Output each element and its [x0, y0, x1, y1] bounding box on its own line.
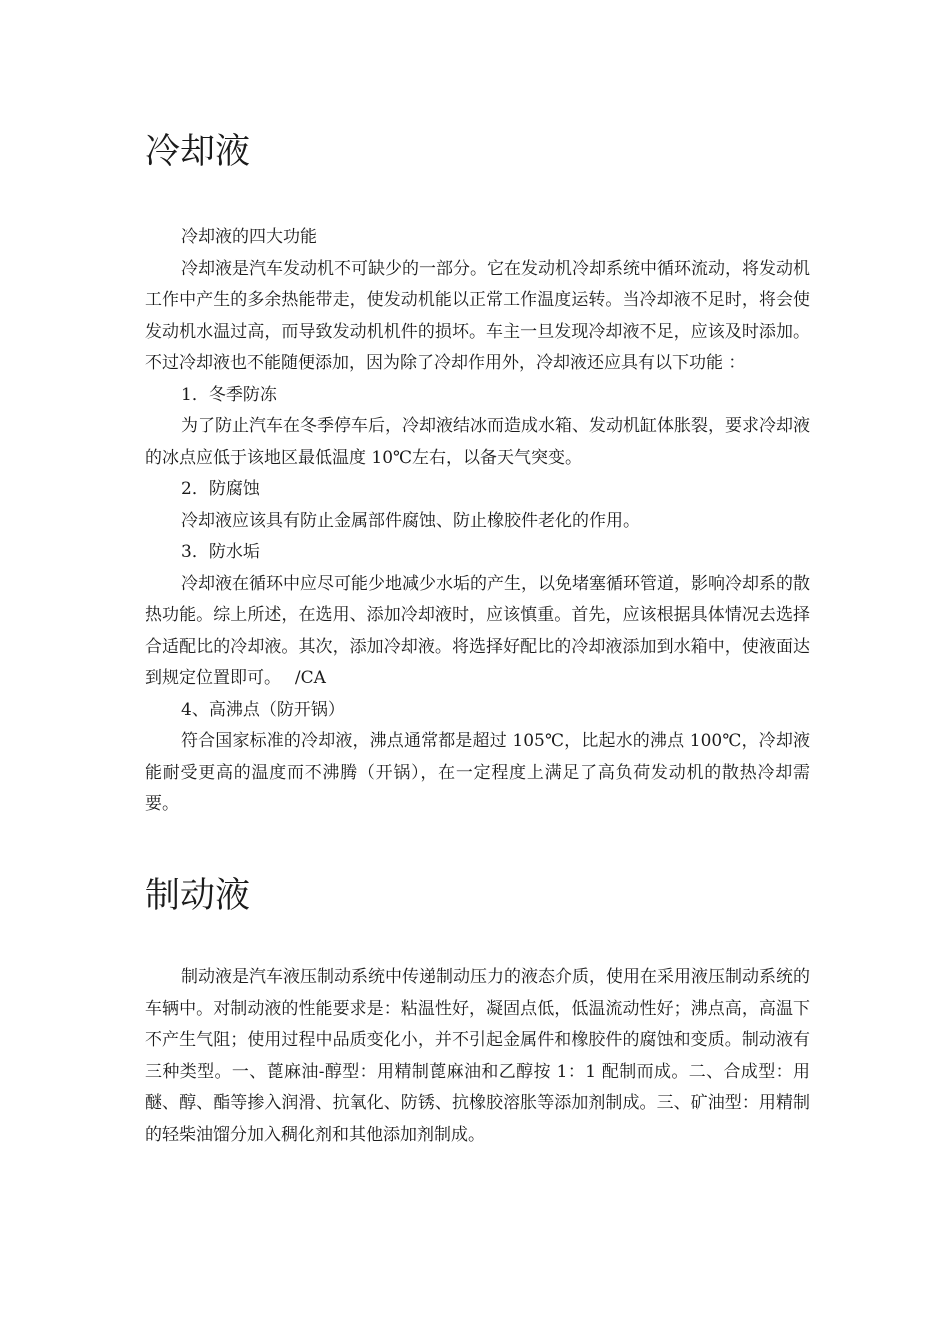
paragraph: 冷却液的四大功能	[181, 227, 317, 247]
paragraph: 符合国家标准的冷却液，沸点通常都是超过 105℃，比起水的沸点 100℃，冷却液能耐受更高的温度而不沸腾（开锅），在一定程度上满足了高负荷发动机的散热冷却需要。	[145, 731, 810, 814]
paragraph: 制动液是汽车液压制动系统中传递制动压力的液态介质，使用在采用液压制动系统的车辆中。对制动液的性能要求是：粘温性好，凝固点低，低温流动性好；沸点高，高温下不产生气阻；使用过程中品质变化小，并不引起金属件和橡胶件的腐蚀和变质。制动液有三种类型。一、蓖麻油-醇型：用精制蓖麻油和乙醇按 1：1 配制而成。二、合成型：用醚、醇、酯等掺入润滑、抗氧化、防锈、抗橡胶溶胀等添加剂制成。三、矿油型：用精制的轻柴油馏分加入稠化剂和其他添加剂制成。	[145, 967, 810, 1145]
paragraph: 冷却液是汽车发动机不可缺少的一部分。它在发动机冷却系统中循环流动，将发动机工作中产生的多余热能带走，使发动机能以正常工作温度运转。当冷却液不足时，将会使发动机水温过高，而导致发动机机件的损坏。车主一旦发现冷却液不足，应该及时添加。不过冷却液也不能随便添加，因为除了冷却作用外，冷却液还应具有以下功能 ：	[145, 258, 810, 373]
list-item-heading: 3．防水垢	[181, 542, 260, 562]
list-item-heading: 2．防腐蚀	[181, 479, 260, 499]
section-title-brake-fluid: 制动液	[145, 876, 251, 916]
paragraph: 冷却液应该具有防止金属部件腐蚀、防止橡胶件老化的作用。	[181, 510, 640, 531]
section-title-coolant: 冷却液	[145, 132, 251, 172]
paragraph: 冷却液在循环中应尽可能少地减少水垢的产生，以免堵塞循环管道，影响冷却系的散热功能。综上所述，在选用、添加冷却液时，应该慎重。首先，应该根据具体情况去选择合适配比的冷却液。其次，添加冷却液。将选择好配比的冷却液添加到水箱中，使液面达到规定位置即可。 /CA	[145, 573, 810, 688]
list-item-heading: 1．冬季防冻	[181, 384, 277, 405]
section-body-coolant	[145, 222, 810, 821]
paragraph: 为了防止汽车在冬季停车后，冷却液结冰而造成水箱、发动机缸体胀裂，要求冷却液的冰点应低于该地区最低温度 10℃左右，以备天气突变。	[145, 416, 810, 468]
section-body-brake-fluid	[145, 962, 810, 1151]
list-item-heading: 4、高沸点（防开锅）	[181, 699, 345, 720]
